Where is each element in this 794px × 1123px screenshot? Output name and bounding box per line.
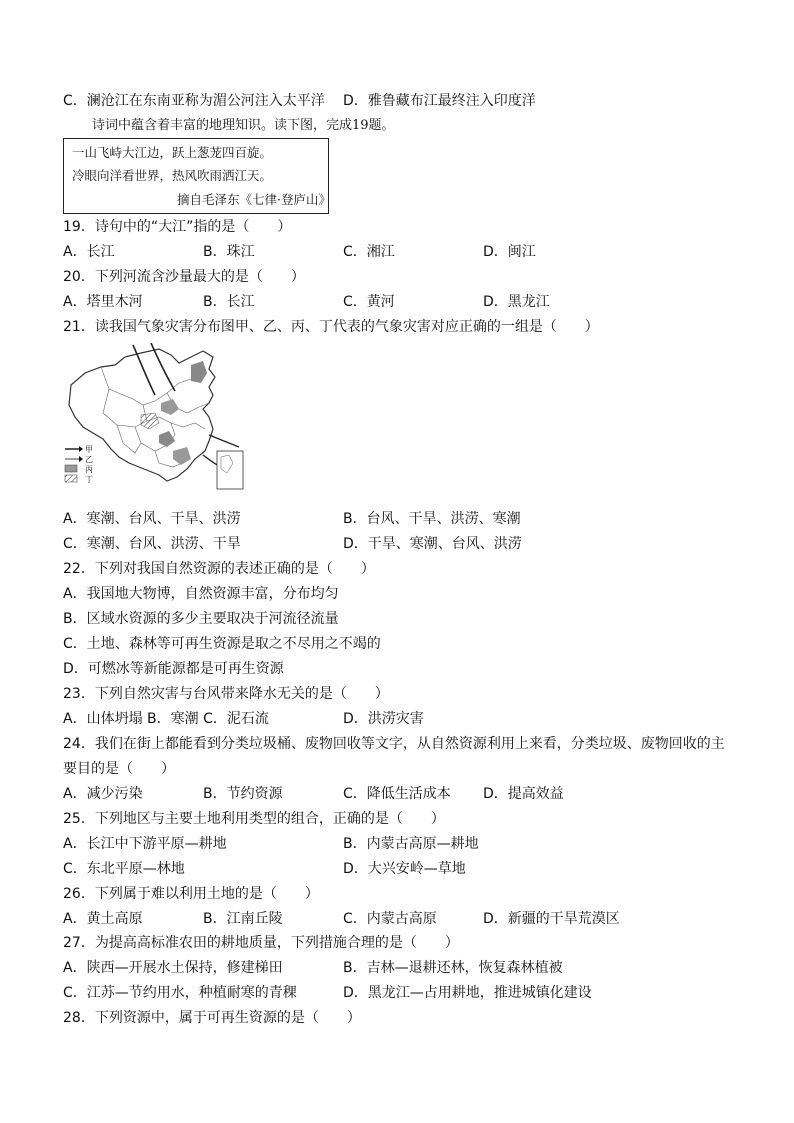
china-disaster-map [63, 343, 247, 493]
q24-option-c: C．降低生活成本 [343, 786, 451, 802]
q18-option-c: C．澜沧江在东南亚称为湄公河注入太平洋 [63, 93, 325, 109]
q24-option-d: D．提高效益 [483, 786, 564, 802]
poem-intro: 诗词中蕴含着丰富的地理知识。读下图，完成19题。 [92, 118, 395, 133]
poem-box [63, 138, 329, 214]
legend-jia: 甲 [85, 445, 93, 454]
china-map-svg [63, 343, 247, 493]
q25-stem: 25．下列地区与主要土地利用类型的组合，正确的是（ ） [63, 811, 445, 827]
q26-option-d: D．新疆的干旱荒漠区 [483, 911, 620, 927]
q20-option-a: A．塔里木河 [63, 294, 143, 310]
q19-option-d: D．闽江 [483, 244, 536, 260]
q25-option-c: C．东北平原—林地 [63, 861, 185, 877]
q21-option-a: A．寒潮、台风、干旱、洪涝 [63, 511, 241, 527]
q22-option-c: C．土地、森林等可再生资源是取之不尽用之不竭的 [63, 636, 381, 652]
q22-stem: 22．下列对我国自然资源的表述正确的是（ ） [63, 561, 375, 577]
q27-stem: 27．为提高高标准农田的耕地质量，下列措施合理的是（ ） [63, 935, 459, 951]
q24-option-b: B．节约资源 [203, 786, 283, 802]
q27-option-b: B．吉林—退耕还林，恢复森林植被 [343, 960, 563, 976]
q27-option-a: A．陕西—开展水土保持，修建梯田 [63, 960, 283, 976]
q19-stem: 19．诗句中的“大江”指的是（ ） [63, 219, 292, 235]
q22-option-d: D．可燃冰等新能源都是可再生资源 [63, 661, 284, 677]
q23-option-d: D．洪涝灾害 [343, 711, 424, 727]
q20-option-c: C．黄河 [343, 294, 395, 310]
q21-option-c: C．寒潮、台风、洪涝、干旱 [63, 536, 241, 552]
q19-option-c: C．湘江 [343, 244, 395, 260]
q21-option-d: D．干旱、寒潮、台风、洪涝 [343, 536, 522, 552]
legend-ding: 丁 [85, 475, 93, 484]
q27-option-c: C．江苏—节约用水，种植耐寒的青稞 [63, 985, 297, 1001]
q24-option-a: A．减少污染 [63, 786, 143, 802]
legend-bing: 丙 [85, 465, 93, 474]
poem-line-1: 一山飞峙大江边，跃上葱茏四百旋。 [72, 145, 273, 160]
q26-option-c: C．内蒙古高原 [343, 911, 437, 927]
q23-options-abc: A．山体坍塌 B．寒潮 C．泥石流 [63, 711, 269, 727]
legend-yi: 乙 [85, 455, 93, 464]
q28-stem: 28．下列资源中，属于可再生资源的是（ ） [63, 1010, 361, 1026]
q20-stem: 20．下列河流含沙量最大的是（ ） [63, 269, 305, 285]
q26-option-b: B．江南丘陵 [203, 911, 283, 927]
q22-option-b: B．区域水资源的多少主要取决于河流径流量 [63, 611, 339, 627]
q25-option-a: A．长江中下游平原—耕地 [63, 836, 227, 852]
q25-option-b: B．内蒙古高原—耕地 [343, 836, 479, 852]
q22-option-a: A．我国地大物博，自然资源丰富，分布均匀 [63, 586, 339, 602]
q19-option-a: A．长江 [63, 244, 115, 260]
q24-stem-line2: 要目的是（ ） [63, 761, 175, 777]
q19-option-b: B．珠江 [203, 244, 255, 260]
q21-option-b: B．台风、干旱、洪涝、寒潮 [343, 511, 521, 527]
poem-line-2: 冷眼向洋看世界，热风吹雨洒江天。 [72, 168, 273, 183]
q23-stem: 23．下列自然灾害与台风带来降水无关的是（ ） [63, 686, 389, 702]
q24-stem-line1: 24．我们在街上都能看到分类垃圾桶、废物回收等文字，从自然资源利用上来看，分类垃圾、废物回收的主 [63, 736, 725, 752]
map-legend [65, 445, 93, 484]
arrow-yi-2 [209, 435, 239, 447]
q26-option-a: A．黄土高原 [63, 911, 143, 927]
q20-option-b: B．长江 [203, 294, 255, 310]
q18-option-d: D．雅鲁藏布江最终注入印度洋 [343, 93, 536, 109]
q25-option-d: D．大兴安岭—草地 [343, 861, 466, 877]
q27-option-d: D．黑龙江—占用耕地，推进城镇化建设 [343, 985, 592, 1001]
poem-source: 摘自毛泽东《七律·登庐山》 [177, 192, 331, 207]
q26-stem: 26．下列属于难以利用土地的是（ ） [63, 886, 319, 902]
q21-stem: 21．读我国气象灾害分布图甲、乙、丙、丁代表的气象灾害对应正确的一组是（ ） [63, 319, 599, 335]
q20-option-d: D．黑龙江 [483, 294, 550, 310]
